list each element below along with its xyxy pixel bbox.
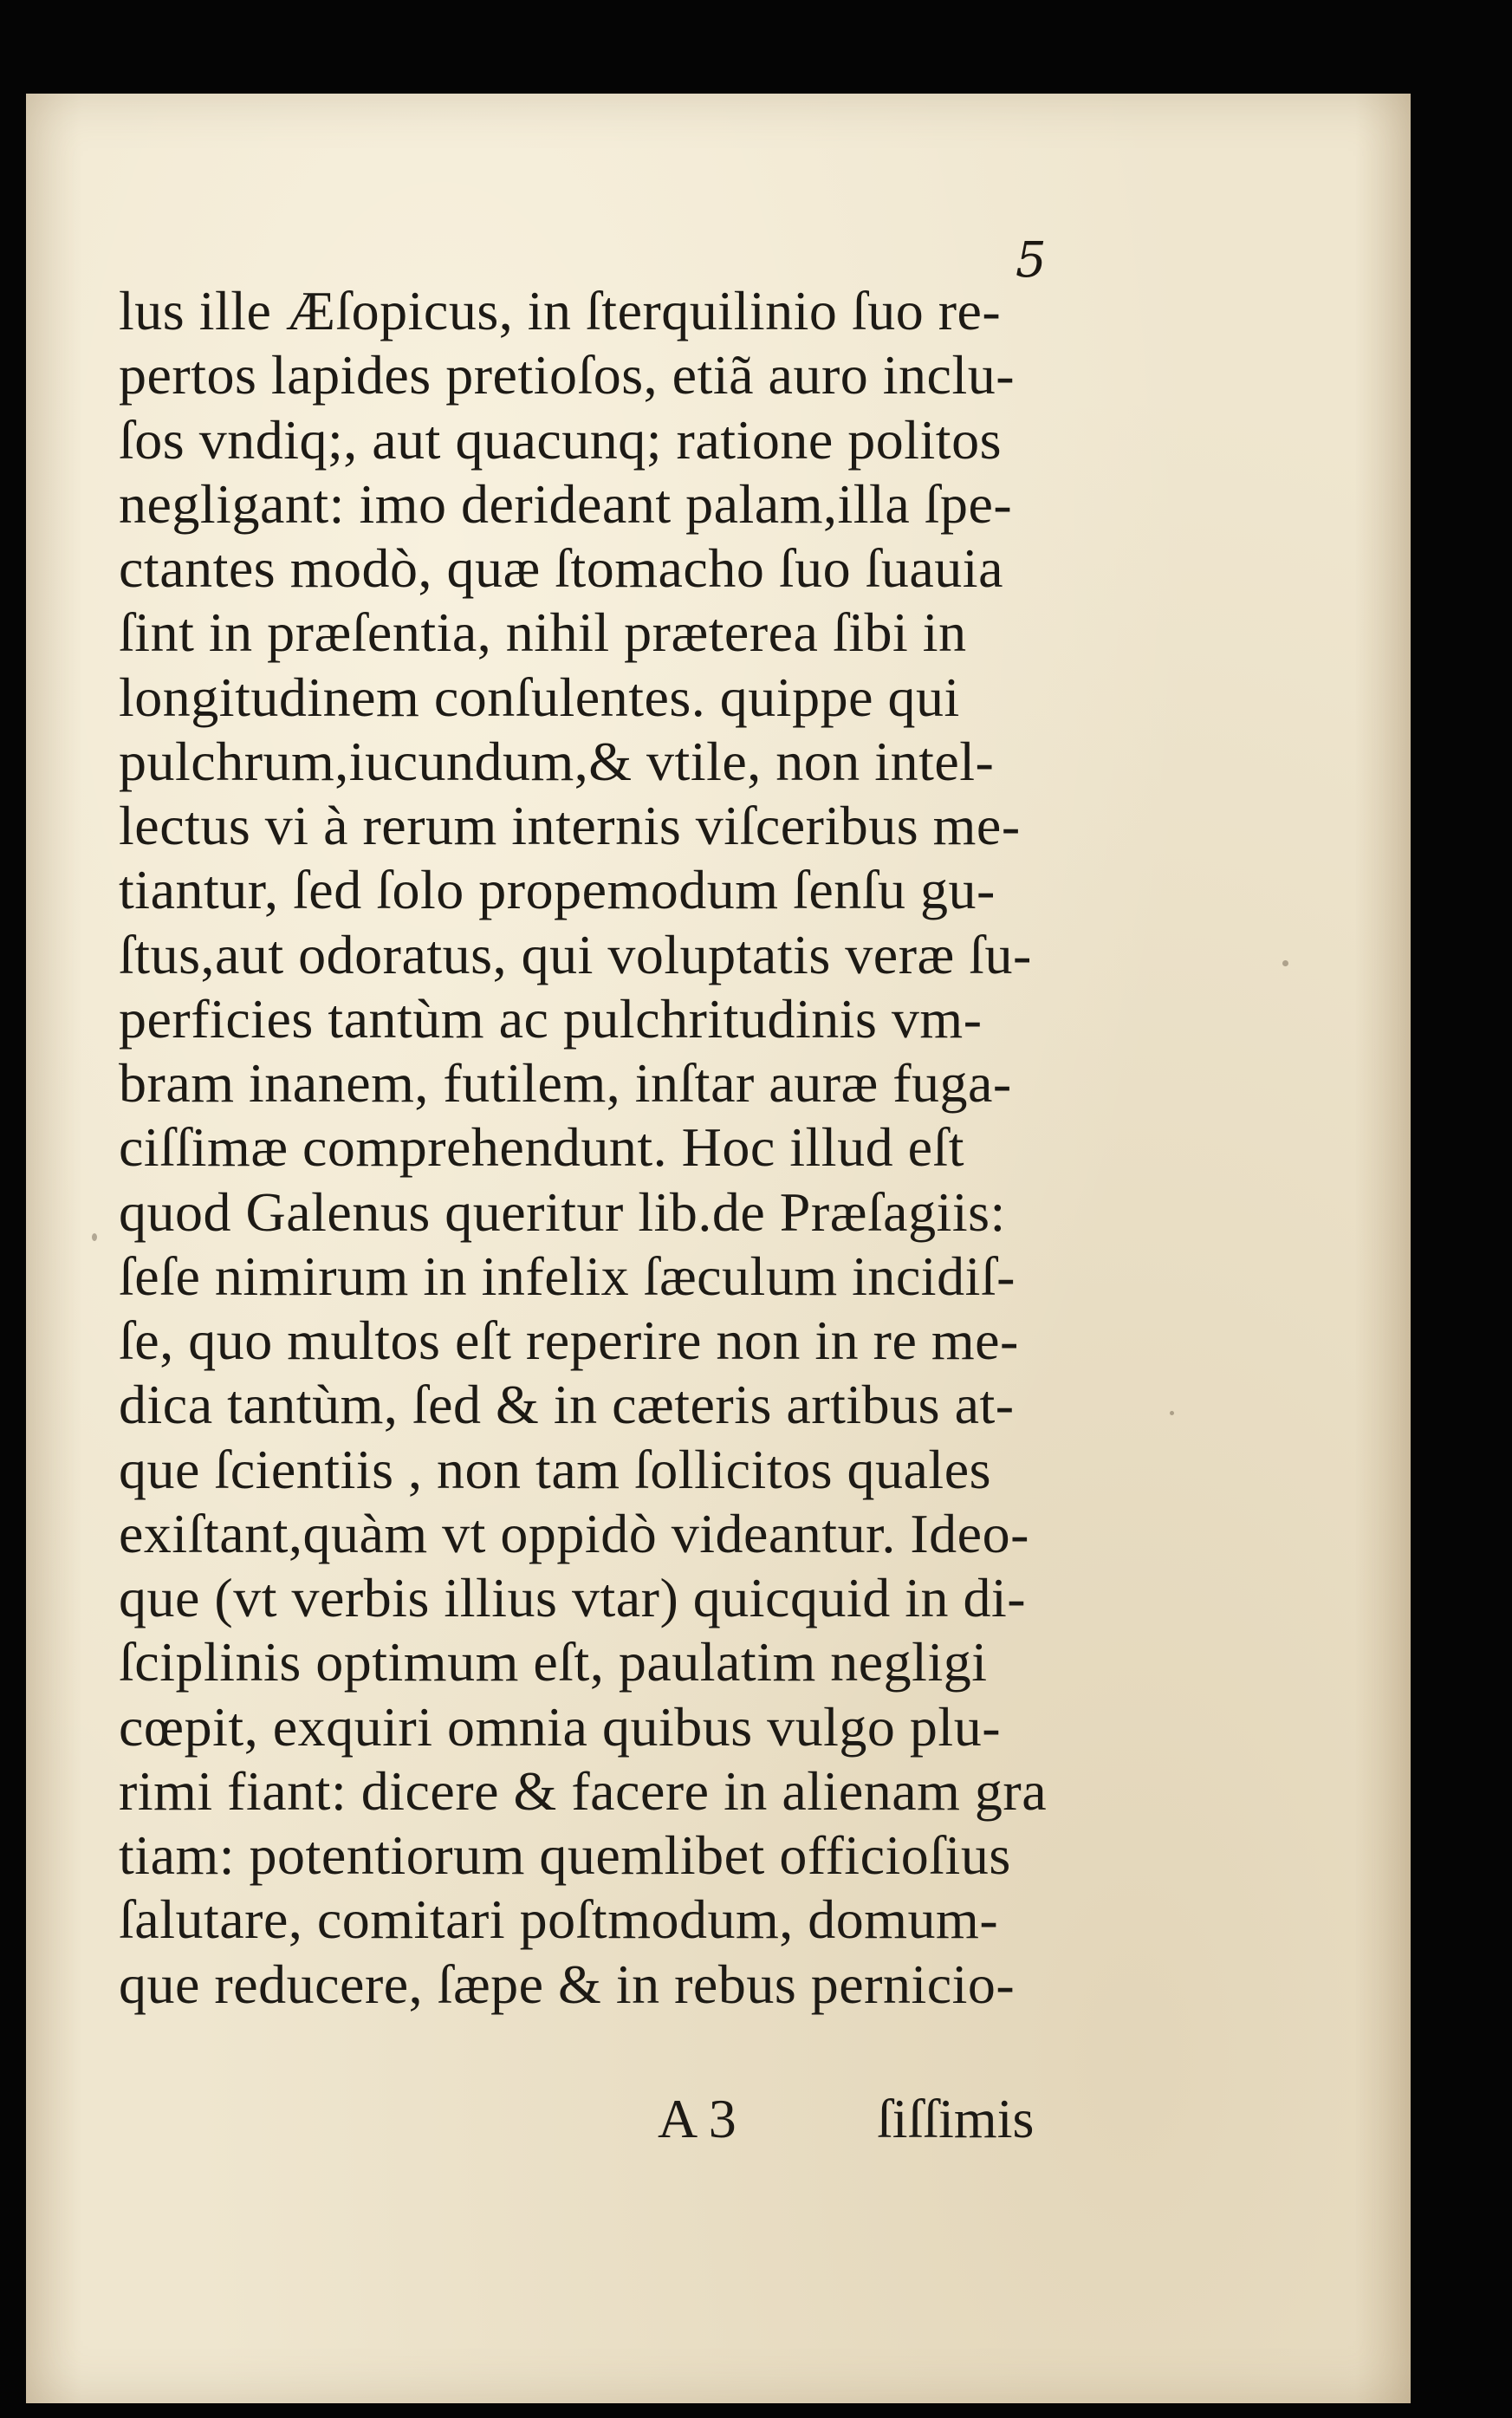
text-line: ſint in præſentia, nihil præterea ſibi in: [119, 601, 967, 664]
text-line: exiſtant,quàm vt oppidò videantur. Ideo-: [119, 1502, 1029, 1564]
text-line: ctantes modò, quæ ſtomacho ſuo ſuauia: [119, 537, 1003, 599]
paper-speck: [1170, 1411, 1174, 1415]
text-line: lectus vi à rerum internis viſceribus me-: [119, 795, 1021, 856]
signature-mark: A 3: [658, 2088, 737, 2149]
text-line: negligant: imo derideant palam,illa ſpe-: [119, 472, 1013, 535]
text-line: ſciplinis optimum eſt, paulatim negligi: [119, 1631, 988, 1693]
text-line: tiantur, ſed ſolo propemodum ſenſu gu-: [119, 859, 996, 921]
paper-speck: [92, 1233, 97, 1241]
text-line: ſalutare, comitari poſtmodum, domum-: [119, 1888, 999, 1951]
text-line: lus ille Æſopicus, in ſterquilinio ſuo re-: [119, 280, 1002, 341]
page-number: 5: [1016, 232, 1047, 289]
text-line: ſeſe nimirum in infelix ſæculum incidiſ-: [119, 1245, 1016, 1307]
footer-line: [119, 2087, 1072, 2151]
text-line: bram inanem, futilem, inſtar auræ fuga-: [119, 1052, 1012, 1114]
paper-leaf: [26, 94, 1411, 2403]
text-line: ciſſimæ comprehendunt. Hoc illud eſt: [119, 1116, 965, 1179]
body-text: [119, 279, 1072, 2017]
text-line: que (vt verbis illius vtar) quicquid in di-: [119, 1567, 1027, 1628]
text-line: pulchrum,iucundum,& vtile, non intel-: [119, 730, 995, 792]
text-line: que reducere, ſæpe & in rebus pernicio-: [119, 1953, 1016, 2015]
text-line: ſe, quo multos eſt reperire non in re me-: [119, 1310, 1019, 1371]
catchword: ſiſſimis: [877, 2088, 1035, 2149]
text-line: ſtus,aut odoratus, qui voluptatis veræ ſu-: [119, 923, 1032, 985]
text-line: perficies tantùm ac pulchritudinis vm-: [119, 987, 983, 1050]
text-line: rimi fiant: dicere & facere in alienam gra: [119, 1759, 1048, 1822]
text-line: pertos lapides pretioſos, etiã auro inclu-: [119, 344, 1016, 406]
text-line: ſos vndiq;, aut quacunq; ratione politos: [119, 408, 1002, 471]
paper-speck: [1282, 960, 1288, 966]
text-line: tiam: potentiorum quemlibet officioſius: [119, 1824, 1011, 1886]
text-line: que ſcientiis , non tam ſollicitos quales: [119, 1438, 991, 1500]
text-line: dica tantùm, ſed & in cæteris artibus at-: [119, 1374, 1015, 1436]
text-line: quod Galenus queritur lib.de Præſagiis:: [119, 1180, 1006, 1243]
text-line: longitudinem conſulentes. quippe qui: [119, 666, 960, 728]
text-line: cœpit, exquiri omnia quibus vulgo plu-: [119, 1695, 1001, 1758]
